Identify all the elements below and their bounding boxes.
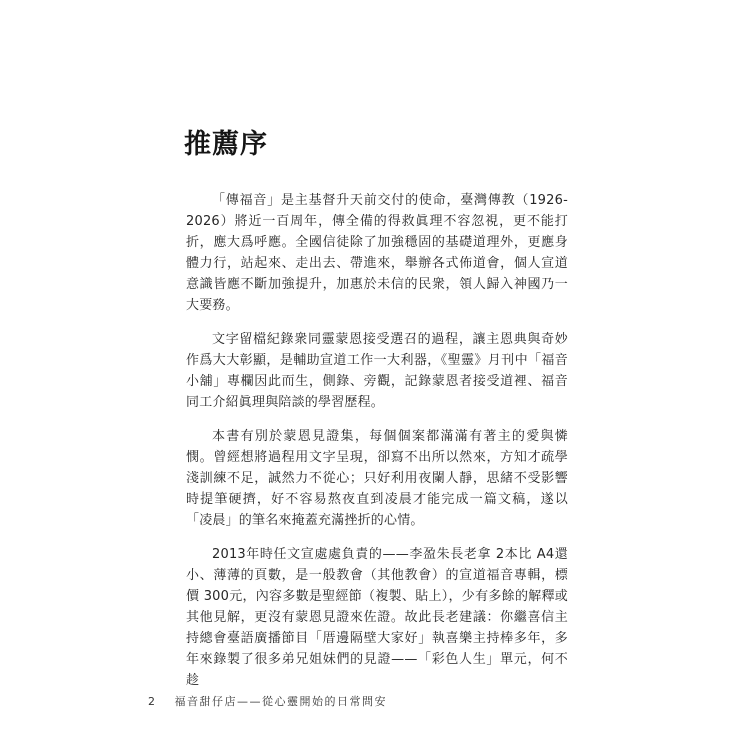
page-title: 推薦序 [184, 129, 268, 160]
paragraph-3: 本書有別於蒙恩見證集，每個個案都滿滿有著主的愛與憐憫。曾經想將過程用文字呈現，卻寫不出所以然來，方知才疏學淺訓練不足，誠然力不從心；只好利用夜闌人靜，思緒不受影響時提筆硬擠，好不容易熬夜直到凌晨才能完成一篇文稿，遂以「凌晨」的筆名來掩蓋充滿挫折的心情。 [186, 429, 568, 528]
body-text [186, 190, 568, 704]
paragraph-1: 「傳福音」是主基督升天前交付的使命，臺灣傳教（1926-2026）將近一百周年，傳全備的得救眞理不容忽視，更不能打折，應大爲呼應。全國信徒除了加強穩固的基礎道理外，更應身體力行，站起來、走出去、帶進來，舉辦各式佈道會，個人宣道意識皆應不斷加強提升，加惠於未信的民衆，領人歸入神國乃一大要務。 [186, 193, 568, 313]
paragraph-4: 2013年時任文宣處處負責的——李盈朱長老拿 2本比 A4還小、薄薄的頁數，是一般教會（其他教會）的宣道福音專輯，標價 300元，內容多數是聖經節（複製、貼上），少有多餘的解釋或其他見解，更沒有蒙恩見證來佐證。故此長老建議：你繼喜信主持總會臺語廣播節目「厝邊隔壁大家好」執喜樂主持棒多年，多年來錄製了很多弟兄姐妹們的見證——「彩色人生」單元，何不趁 [186, 547, 568, 688]
page-footer [148, 693, 387, 709]
paragraph-2: 文字留檔紀錄衆同靈蒙恩接受選召的過程，讓主恩典與奇妙作爲大大彰顯，是輔助宣道工作一大利器，《聖靈》月刊中「福音小舖」專欄因此而生，側錄、旁觀，記錄蒙恩者接受道裡、福音同工介紹眞理與陪談的學習歷程。 [186, 332, 568, 410]
running-title: 福音甜仔店——從心靈開始的日常問安 [174, 695, 387, 708]
page-number: 2 [148, 695, 155, 708]
